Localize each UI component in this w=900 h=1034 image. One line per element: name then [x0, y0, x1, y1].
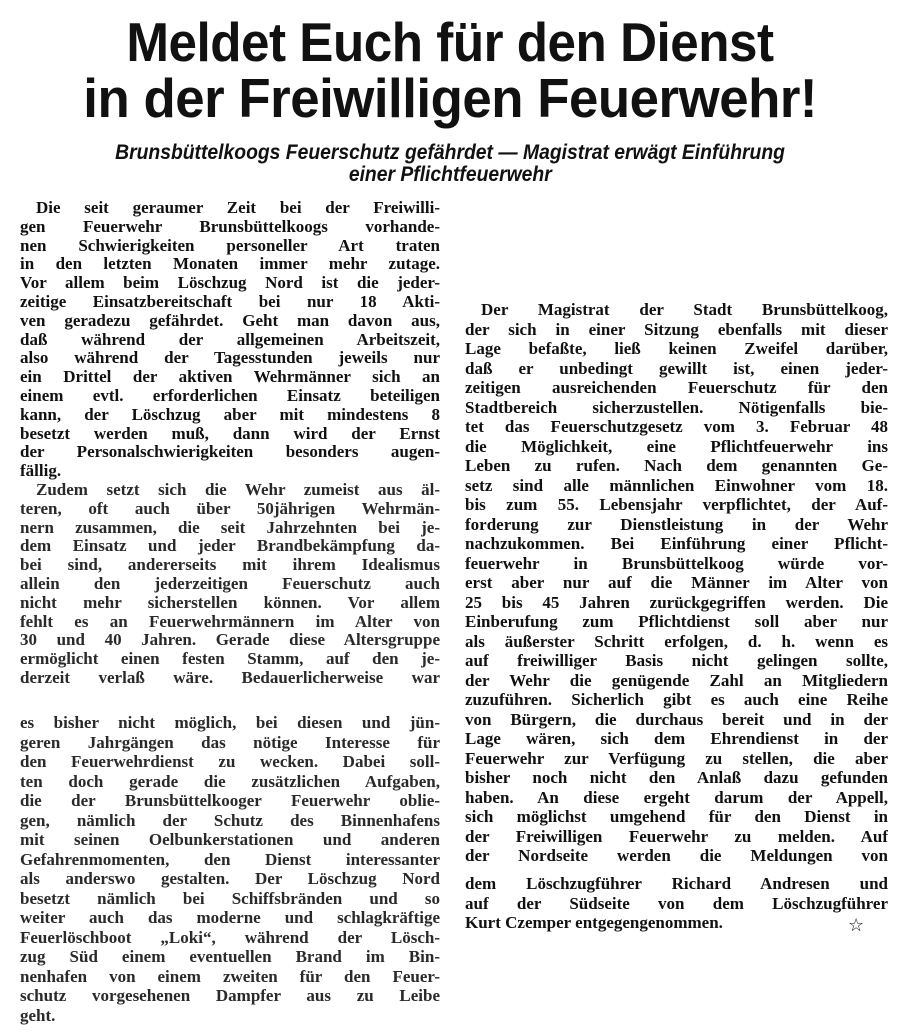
- article-line: geren Jahrgängen das nötige Interesse für: [20, 732, 440, 752]
- article-line: nicht mehr sicherstellen können. Vor allem: [20, 593, 440, 612]
- article-line: einem evtl. erforderlichen Einsatz beteiligen: [20, 386, 440, 405]
- article-line: ermöglicht einen festen Stamm, auf den je-: [20, 650, 440, 669]
- article-line: daß während der allgemeinen Arbeitszeit,: [20, 330, 440, 349]
- article-line: Lage wären, sich dem Ehrendienst in der: [465, 729, 888, 748]
- article-line: mit seinen Oelbunkerstationen und anderen: [20, 830, 440, 849]
- article-line: erst aber nur auf die Männer im Alter von: [465, 573, 888, 592]
- article-line: bisher noch nicht den Anlaß dazu gefunden: [465, 768, 888, 787]
- article-line: Der Magistrat der Stadt Brunsbüttelkoog,: [481, 300, 888, 319]
- article-line: der Personalschwierigkeiten besonders augen-: [20, 443, 440, 462]
- article-line: es bisher nicht möglich, bei diesen und jün-: [20, 713, 440, 732]
- headline-text-2: in der Freiwilligen Feuerwehr!: [83, 67, 817, 129]
- article-line: die Möglichkeit, eine Pflichtfeuerwehr ins: [465, 436, 888, 456]
- article-line: daß er unbedingt gewillt ist, einen jeder-: [465, 358, 888, 378]
- article-line: die der Brunsbüttelkooger Feuerwehr oblie-: [20, 791, 440, 810]
- article-line: den Feuerwehrdienst zu wecken. Dabei soll-: [20, 752, 440, 771]
- article-line: bis zum 55. Lebensjahr verpflichtet, der Auf-: [465, 495, 888, 514]
- article-line: in den letzten Monaten immer mehr zutage.: [20, 255, 440, 274]
- article-line: teren, oft auch über 50jährigen Wehrmän-: [20, 499, 440, 518]
- article-line: Vor allem beim Löschzug Nord ist die jeder-: [20, 274, 440, 293]
- article-line: der Freiwilligen Feuerwehr zu melden. Auf: [465, 826, 888, 846]
- article-line: besetzt werden muß, dann wird der Ernst: [20, 424, 440, 443]
- article-line: nern zusammen, die seit Jahrzehnten bei je-: [20, 518, 440, 537]
- right-column-upper: [465, 300, 888, 866]
- article-line: als äußerster Schritt erfolgen, d. h. wenn es: [465, 631, 888, 651]
- left-column-lower: [20, 713, 440, 1025]
- article-line: ven geradezu gefährdet. Geht man davon aus,: [20, 311, 440, 330]
- article-line: forderung zur Dienstleistung in der Wehr: [465, 514, 888, 534]
- headline-line-2: [0, 67, 900, 129]
- article-line: fällig.: [20, 462, 62, 481]
- article-line: derzeit verlaß wäre. Bedauerlicherweise war: [20, 668, 440, 687]
- article-line: gen, nämlich der Schutz des Binnenhafens: [20, 810, 440, 830]
- article-line: Stadtbereich sicherzustellen. Nötigenfalls bie-: [465, 397, 888, 417]
- article-line: 30 und 40 Jahren. Gerade diese Altersgruppe: [20, 631, 440, 650]
- article-line: tet das Feuerschutzgesetz vom 3. Februar 48: [465, 417, 888, 436]
- article-line: Feuerlöschboot „Loki“, während der Lösch-: [20, 927, 440, 947]
- article-line: auf der Südseite von dem Löschzugführer: [465, 893, 888, 913]
- article-line: Leben zu rufen. Nach dem genannten Ge-: [465, 456, 888, 475]
- article-line: Zudem setzt sich die Wehr zumeist aus äl-: [36, 480, 440, 499]
- end-star-icon: ☆: [848, 915, 865, 936]
- article-line: nen Schwierigkeiten personeller Art traten: [20, 236, 440, 255]
- right-column-lower: [465, 874, 888, 933]
- headline-line-1: [0, 11, 900, 73]
- headline-text-1: Meldet Euch für den Dienst: [126, 11, 774, 73]
- article-line: zeitige Einsatzbereitschaft bei nur 18 Akti-: [20, 292, 440, 311]
- article-line: Die seit geraumer Zeit bei der Freiwilli-: [36, 199, 440, 217]
- article-line: sich möglichst umgehend für den Dienst in: [465, 807, 888, 826]
- article-line: nachzukommen. Bei Einführung einer Pflicht-: [465, 534, 888, 553]
- article-line: Lage befaßte, ließ keinen Zweifel darüber,: [465, 339, 888, 358]
- subheadline-line-2: [0, 164, 900, 186]
- subheadline-line-1: [0, 142, 900, 164]
- article-line: zeitigen ausreichenden Feuerschutz für den: [465, 378, 888, 397]
- article-line: von Bürgern, die durchaus bereit und in der: [465, 709, 888, 729]
- article-line: Einberufung zum Pflichtdienst soll aber nur: [465, 612, 888, 631]
- article-line: der Wehr die genügende Zahl an Mitgliedern: [465, 670, 888, 690]
- article-line: als anderswo gestalten. Der Löschzug Nord: [20, 869, 440, 888]
- article-line: der Nordseite werden die Meldungen von: [465, 846, 888, 865]
- article-line: Gefahrenmomenten, den Dienst interessanter: [20, 849, 440, 869]
- article-line: dem Einsatz und jeder Brandbekämpfung da-: [20, 537, 440, 556]
- article-line: 25 bis 45 Jahren zurückgegriffen werden. Die: [465, 592, 888, 612]
- subheadline-text-1: Brunsbüttelkoogs Feuerschutz gefährdet — Magistrat erwägt Einführung: [115, 141, 785, 164]
- article-line: besetzt nämlich bei Schiffsbränden und so: [20, 888, 440, 908]
- article-line: schutz vorgesehenen Dampfer aus zu Leibe: [20, 986, 440, 1005]
- article-line: Feuerwehr zur Verfügung zu stellen, die aber: [465, 748, 888, 768]
- article-line: zuzuführen. Sicherlich gibt es auch eine Reihe: [465, 690, 888, 709]
- article-line: haben. An diese ergeht darum der Appell,: [465, 787, 888, 807]
- article-line: setz sind alle männlichen Einwohner vom 18.: [465, 475, 888, 495]
- article-line: zug Süd einem eventuellen Brand im Bin-: [20, 947, 440, 966]
- article-line: bei sind, andererseits mit ihrem Idealismus: [20, 556, 440, 575]
- article-line: auf freiwilliger Basis nicht gelingen sollte,: [465, 651, 888, 670]
- article-line: feuerwehr in Brunsbüttelkoog würde vor-: [465, 553, 888, 573]
- article-line: weiter auch das moderne und schlagkräftige: [20, 908, 440, 927]
- left-column-upper: [20, 199, 440, 688]
- article-line: allein den jederzeitigen Feuerschutz auch: [20, 574, 440, 593]
- article-line: Kurt Czemper entgegengenommen.: [465, 913, 723, 932]
- article-line: geht.: [20, 1005, 56, 1025]
- article-line: kann, der Löschzug aber mit mindestens 8: [20, 405, 440, 424]
- article-line: gen Feuerwehr Brunsbüttelkoogs vorhande-: [20, 217, 440, 236]
- article-line: nenhafen von einem zweiten für den Feuer-: [20, 966, 440, 986]
- article-line: der sich in einer Sitzung ebenfalls mit dieser: [465, 319, 888, 339]
- article-line: ein Drittel der aktiven Wehrmänner sich an: [20, 368, 440, 387]
- article-line: fehlt es an Feuerwehrmännern im Alter von: [20, 612, 440, 631]
- subheadline-text-2: einer Pflichtfeuerwehr: [348, 163, 552, 186]
- article-line: also während der Tagesstunden jeweils nur: [20, 349, 440, 368]
- article-line: dem Löschzugführer Richard Andresen und: [465, 874, 888, 893]
- article-line: ten doch gerade die zusätzlichen Aufgaben,: [20, 771, 440, 791]
